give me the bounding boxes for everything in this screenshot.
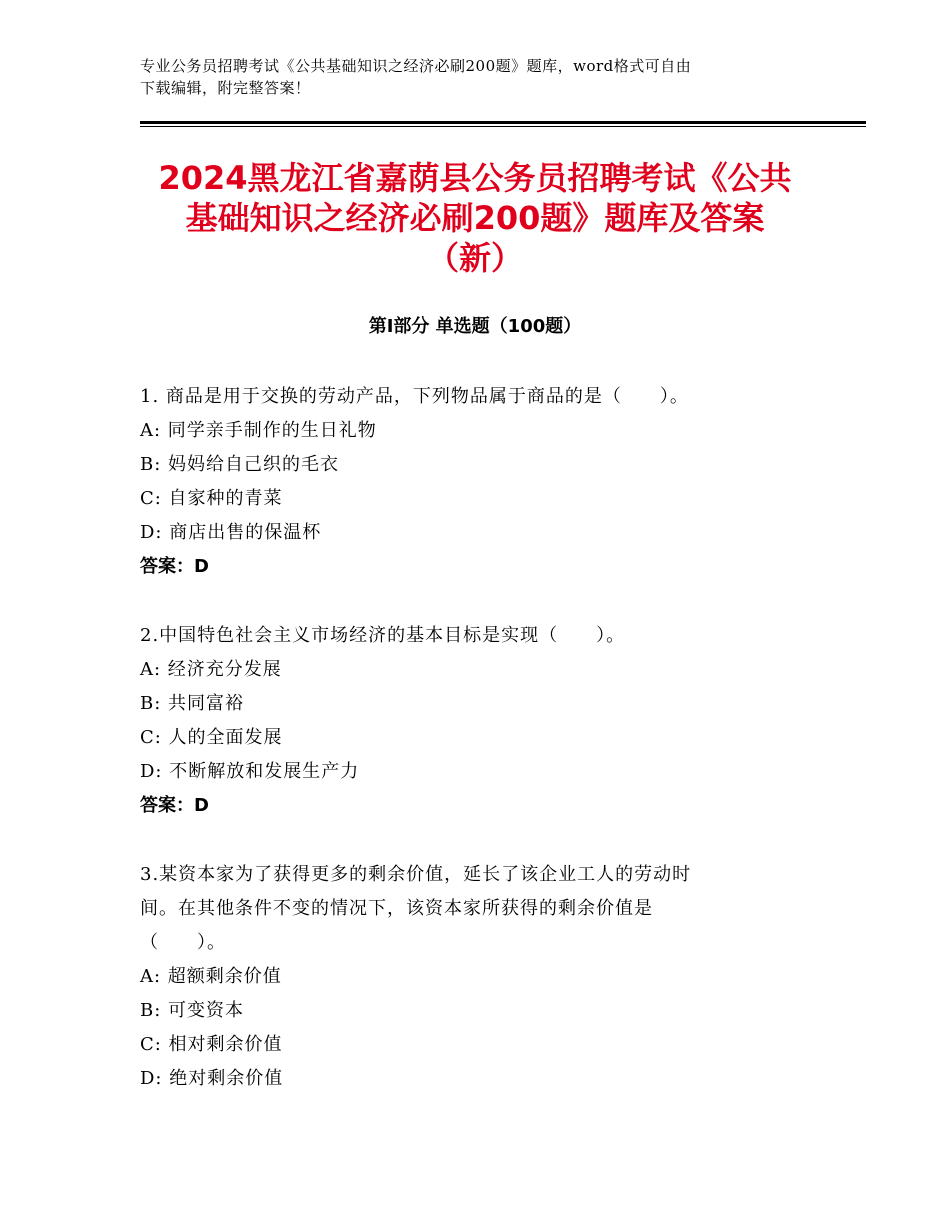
question-3-text-line-1: 3.某资本家为了获得更多的剩余价值，延长了该企业工人的劳动时 xyxy=(140,864,692,885)
header-divider-thin xyxy=(140,126,866,127)
question-2-text: 2.中国特色社会主义市场经济的基本目标是实现（ ）。 xyxy=(140,625,626,646)
question-2-option-d: D: 不断解放和发展生产力 xyxy=(140,761,360,782)
question-3-option-c: C: 相对剩余价值 xyxy=(140,1034,283,1055)
question-1-option-d: D: 商店出售的保温杯 xyxy=(140,522,322,543)
header-note-line-2: 下载编辑，附完整答案！ xyxy=(140,79,311,97)
header-note xyxy=(140,55,830,99)
header-divider-thick xyxy=(140,121,866,124)
question-1-option-b: B: 妈妈给自己织的毛衣 xyxy=(140,454,340,475)
question-2-option-b: B: 共同富裕 xyxy=(140,693,245,714)
question-3-option-a: A: 超额剩余价值 xyxy=(140,966,282,987)
question-1-answer: 答案：D xyxy=(140,556,209,577)
header-note-line-1: 专业公务员招聘考试《公共基础知识之经济必刷200题》题库，word格式可自由 xyxy=(140,57,692,75)
question-3-text-line-2: 间。在其他条件不变的情况下，该资本家所获得的剩余价值是 xyxy=(140,898,653,919)
question-2-option-a: A: 经济充分发展 xyxy=(140,659,282,680)
title-line-2: 基础知识之经济必刷200题》题库及答案 xyxy=(185,199,765,237)
document-title xyxy=(120,158,830,278)
question-3-text-line-3: （ ）。 xyxy=(140,932,226,953)
question-2-answer: 答案：D xyxy=(140,795,209,816)
title-line-1: 2024黑龙江省嘉荫县公务员招聘考试《公共 xyxy=(158,159,792,197)
title-line-3: （新） xyxy=(426,239,523,277)
question-3-option-b: B: 可变资本 xyxy=(140,1000,245,1021)
question-3-option-d: D: 绝对剩余价值 xyxy=(140,1068,284,1089)
question-1-text: 1. 商品是用于交换的劳动产品，下列物品属于商品的是（ ）。 xyxy=(140,386,689,407)
question-2-option-c: C: 人的全面发展 xyxy=(140,727,283,748)
section-heading: 第Ⅰ部分 单选题（100题） xyxy=(368,316,582,337)
question-1-option-c: C: 自家种的青菜 xyxy=(140,488,283,509)
question-1-option-a: A: 同学亲手制作的生日礼物 xyxy=(140,420,377,441)
